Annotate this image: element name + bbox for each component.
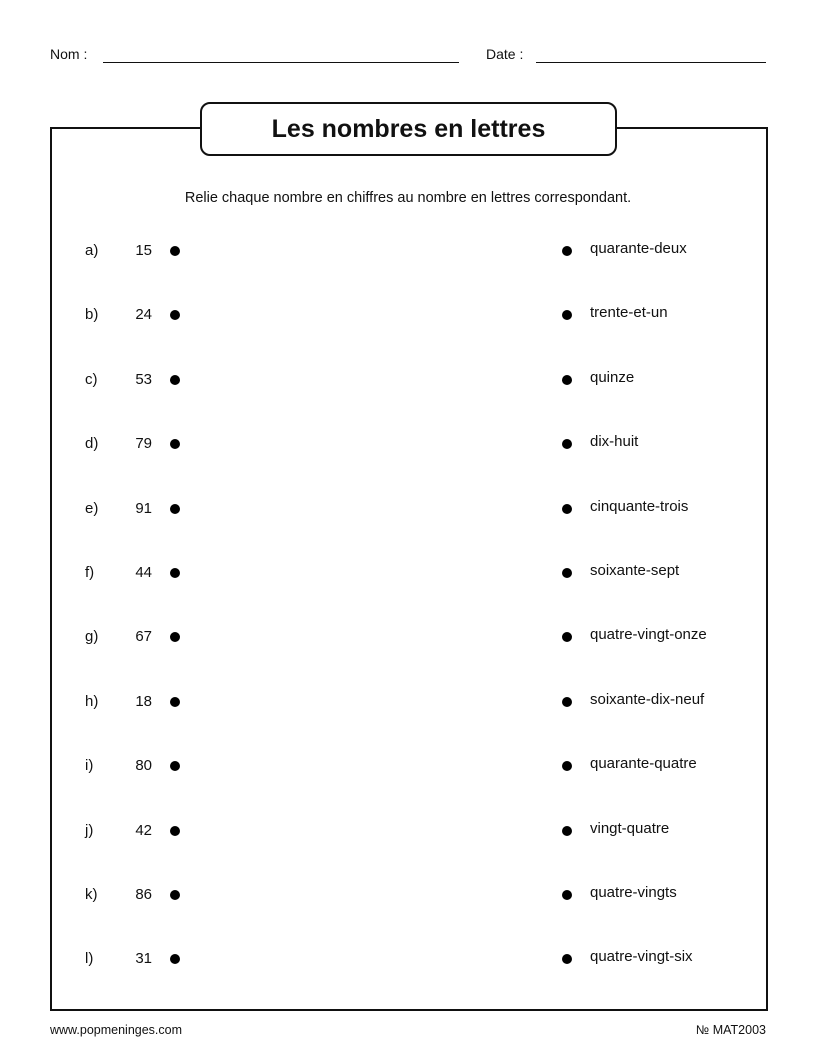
match-row bbox=[0, 541, 816, 605]
item-number: 80 bbox=[135, 757, 152, 775]
item-letter: i) bbox=[85, 757, 94, 775]
right-dot[interactable] bbox=[562, 761, 572, 771]
right-dot[interactable] bbox=[562, 246, 572, 256]
right-dot[interactable] bbox=[562, 697, 572, 707]
item-letter: e) bbox=[85, 499, 99, 517]
left-dot[interactable] bbox=[170, 954, 180, 964]
left-dot[interactable] bbox=[170, 568, 180, 578]
item-letter: k) bbox=[85, 885, 98, 903]
right-dot[interactable] bbox=[562, 568, 572, 578]
right-dot[interactable] bbox=[562, 310, 572, 320]
item-number: 31 bbox=[135, 950, 152, 968]
number-word: quinze bbox=[590, 368, 635, 386]
number-word: quatre-vingt-six bbox=[590, 948, 693, 966]
number-word: trente-et-un bbox=[590, 304, 668, 322]
item-number: 42 bbox=[135, 821, 152, 839]
match-row bbox=[0, 605, 816, 669]
name-label: Nom : bbox=[50, 46, 88, 62]
item-letter: c) bbox=[85, 370, 98, 388]
left-dot[interactable] bbox=[170, 761, 180, 771]
left-dot[interactable] bbox=[170, 632, 180, 642]
item-number: 67 bbox=[135, 628, 152, 646]
item-letter: b) bbox=[85, 306, 99, 324]
left-dot[interactable] bbox=[170, 375, 180, 385]
right-dot[interactable] bbox=[562, 439, 572, 449]
item-letter: f) bbox=[85, 563, 95, 581]
left-dot[interactable] bbox=[170, 697, 180, 707]
right-dot[interactable] bbox=[562, 890, 572, 900]
right-dot[interactable] bbox=[562, 826, 572, 836]
item-number: 86 bbox=[135, 885, 152, 903]
number-word: quatre-vingts bbox=[590, 883, 677, 901]
match-row bbox=[0, 799, 816, 863]
match-row bbox=[0, 734, 816, 798]
match-row bbox=[0, 412, 816, 476]
item-letter: a) bbox=[85, 242, 99, 259]
number-word: quarante-deux bbox=[590, 240, 687, 257]
left-dot[interactable] bbox=[170, 890, 180, 900]
item-number: 53 bbox=[135, 370, 152, 388]
page-title: Les nombres en lettres bbox=[200, 102, 617, 156]
matching-rows bbox=[0, 219, 816, 992]
left-dot[interactable] bbox=[170, 826, 180, 836]
left-dot[interactable] bbox=[170, 246, 180, 256]
name-field[interactable] bbox=[103, 62, 459, 63]
match-row bbox=[0, 477, 816, 541]
item-number: 44 bbox=[135, 563, 152, 581]
number-word: quarante-quatre bbox=[590, 755, 697, 773]
match-row bbox=[0, 283, 816, 347]
item-number: 79 bbox=[135, 435, 152, 453]
match-row bbox=[0, 219, 816, 283]
item-letter: j) bbox=[85, 821, 94, 839]
number-word: quatre-vingt-onze bbox=[590, 626, 707, 644]
item-number: 15 bbox=[135, 242, 152, 259]
number-word: soixante-sept bbox=[590, 561, 680, 579]
match-row bbox=[0, 927, 816, 991]
match-row bbox=[0, 670, 816, 734]
item-letter: h) bbox=[85, 692, 99, 710]
item-letter: g) bbox=[85, 628, 99, 646]
right-dot[interactable] bbox=[562, 632, 572, 642]
item-number: 24 bbox=[135, 306, 152, 324]
left-dot[interactable] bbox=[170, 439, 180, 449]
right-dot[interactable] bbox=[562, 375, 572, 385]
worksheet-code: № MAT2003 bbox=[695, 1023, 766, 1037]
instruction: Relie chaque nombre en chiffres au nombre en lettres correspondant. bbox=[184, 190, 632, 206]
match-row bbox=[0, 863, 816, 927]
item-number: 18 bbox=[135, 692, 152, 710]
right-dot[interactable] bbox=[562, 954, 572, 964]
left-dot[interactable] bbox=[170, 310, 180, 320]
item-number: 91 bbox=[135, 499, 152, 517]
date-label: Date : bbox=[486, 46, 524, 62]
right-dot[interactable] bbox=[562, 504, 572, 514]
number-word: cinquante-trois bbox=[590, 497, 689, 515]
match-row bbox=[0, 348, 816, 412]
number-word: dix-huit bbox=[590, 433, 639, 451]
left-dot[interactable] bbox=[170, 504, 180, 514]
date-field[interactable] bbox=[536, 62, 766, 63]
number-word: vingt-quatre bbox=[590, 819, 670, 837]
item-letter: l) bbox=[85, 950, 94, 968]
item-letter: d) bbox=[85, 435, 99, 453]
website-link[interactable]: www.popmeninges.com bbox=[50, 1023, 183, 1037]
number-word: soixante-dix-neuf bbox=[590, 690, 705, 708]
